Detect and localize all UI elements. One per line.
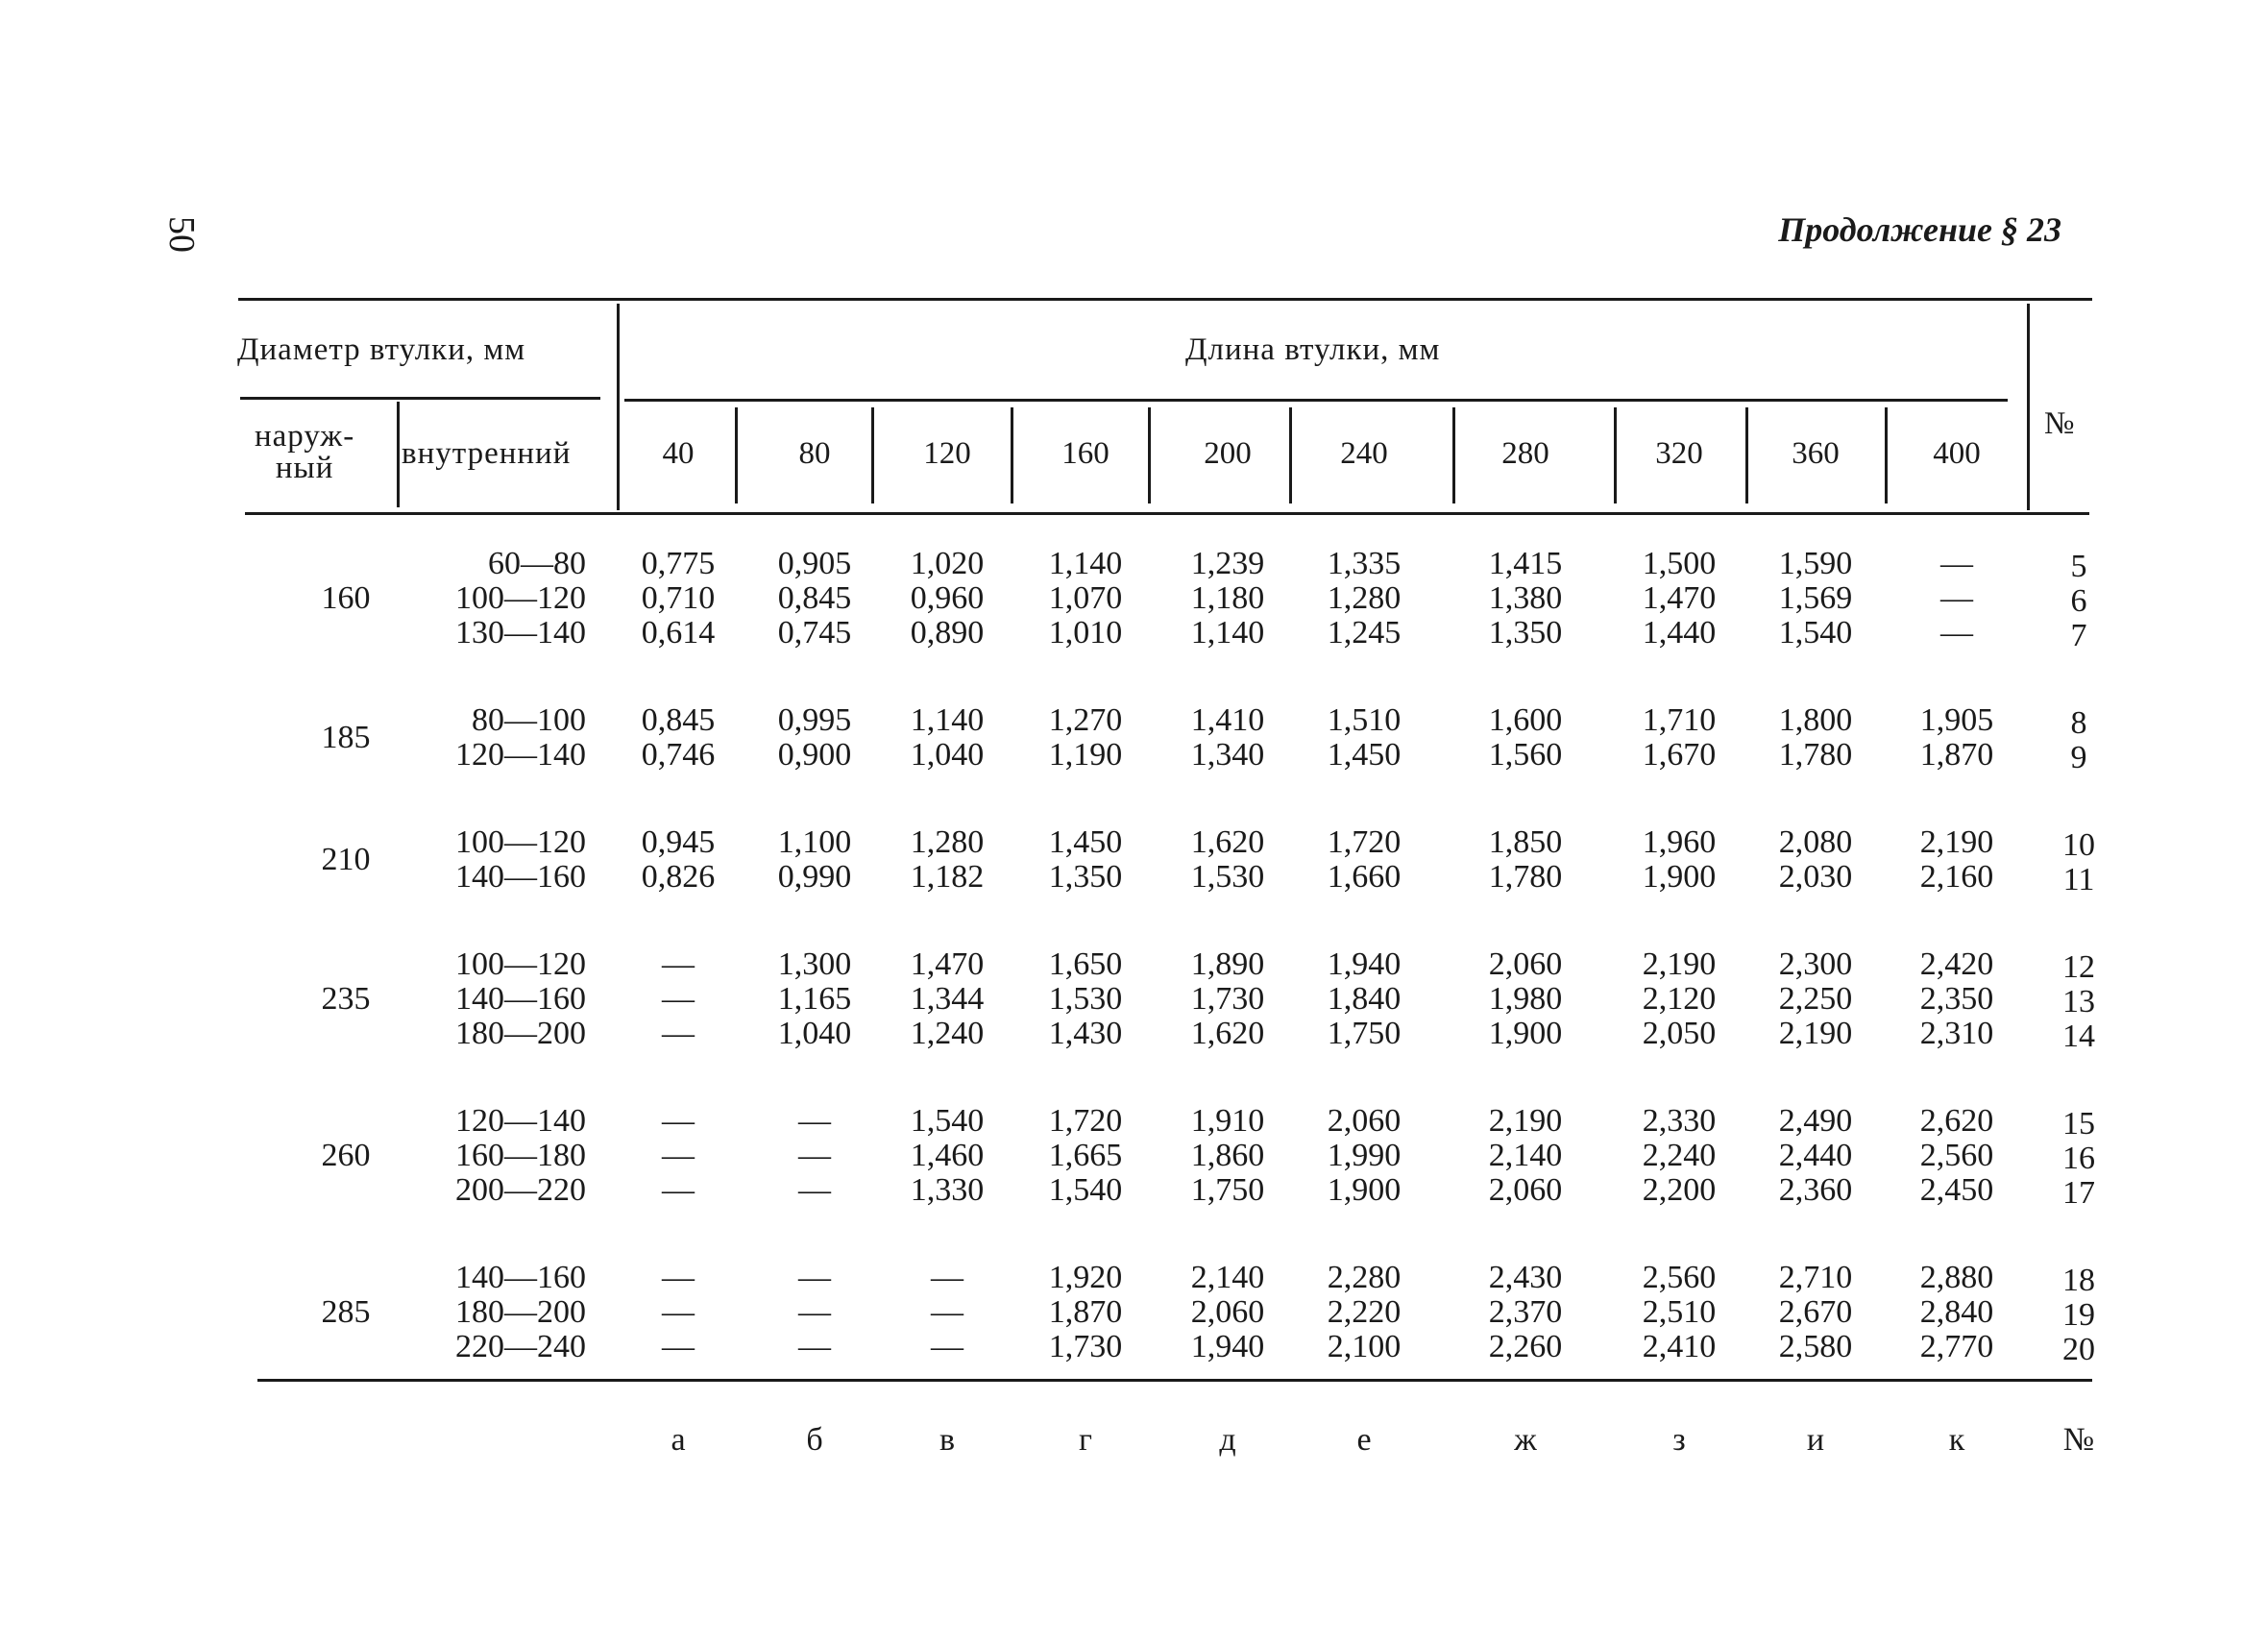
table-cell: 2,420 [1919, 946, 1994, 982]
table-cell: 1,540 [1778, 615, 1853, 651]
header-split-rule [240, 397, 600, 400]
length-column-header: 200 [1204, 436, 1252, 471]
inner-diameter: 100—120 [455, 824, 586, 860]
row-number: 16 [2062, 1141, 2095, 1176]
table-cell: 1,890 [1190, 946, 1265, 982]
table-cell: 2,060 [1190, 1294, 1265, 1330]
table-cell: 1,450 [1048, 824, 1123, 860]
table-cell: 1,182 [910, 859, 985, 895]
table-cell: 1,650 [1048, 946, 1123, 982]
table-cell: 1,670 [1642, 737, 1717, 773]
table-cell: — [662, 1103, 695, 1139]
table-cell: 2,710 [1778, 1260, 1853, 1295]
column-rule [1148, 407, 1151, 503]
table-cell: 1,620 [1190, 1016, 1265, 1051]
table-cell: 2,060 [1327, 1103, 1402, 1139]
table-cell: 2,240 [1642, 1138, 1717, 1173]
table-cell: 1,530 [1048, 981, 1123, 1017]
table-cell: — [798, 1329, 831, 1364]
length-column-header: 120 [923, 436, 971, 471]
column-rule [1885, 407, 1888, 503]
inner-diameter: 180—200 [455, 1294, 586, 1330]
column-letter: г [1079, 1422, 1092, 1458]
table-cell: — [798, 1294, 831, 1330]
table-cell: 1,415 [1488, 546, 1563, 581]
table-cell: 1,569 [1778, 580, 1853, 616]
row-number: 18 [2062, 1263, 2095, 1298]
table-cell: 1,905 [1919, 702, 1994, 738]
table-cell: 1,870 [1919, 737, 1994, 773]
top-rule [238, 298, 2092, 301]
row-number: 6 [2070, 583, 2087, 619]
inner-diameter: 120—140 [455, 737, 586, 773]
vertical-rule [397, 402, 400, 507]
length-column-header: 160 [1061, 436, 1110, 471]
table-cell: 1,720 [1048, 1103, 1123, 1139]
table-cell: 2,140 [1190, 1260, 1265, 1295]
length-column-header: 400 [1933, 436, 1981, 471]
table-cell: 2,250 [1778, 981, 1853, 1017]
table-cell: 1,780 [1488, 859, 1563, 895]
table-cell: 1,860 [1190, 1138, 1265, 1173]
table-cell: — [662, 981, 695, 1017]
table-cell: 2,410 [1642, 1329, 1717, 1364]
table-cell: 0,745 [777, 615, 852, 651]
table-cell: 1,710 [1642, 702, 1717, 738]
column-letter: ж [1514, 1422, 1537, 1458]
table-cell: 1,335 [1327, 546, 1402, 581]
table-cell: 1,920 [1048, 1260, 1123, 1295]
table-cell: 2,450 [1919, 1172, 1994, 1208]
table-cell: 1,470 [910, 946, 985, 982]
column-rule [1614, 407, 1617, 503]
row-number: 14 [2062, 1019, 2095, 1054]
table-cell: 1,040 [777, 1016, 852, 1051]
row-number: 19 [2062, 1297, 2095, 1333]
table-cell: 0,905 [777, 546, 852, 581]
page-number: 50 [161, 216, 202, 253]
row-number: 8 [2070, 705, 2087, 741]
inner-diameter: 130—140 [455, 615, 586, 651]
table-cell: — [662, 1138, 695, 1173]
table-cell: 2,560 [1642, 1260, 1717, 1295]
table-cell: 1,960 [1642, 824, 1717, 860]
inner-diameter: 220—240 [455, 1329, 586, 1364]
length-column-header: 360 [1792, 436, 1840, 471]
table-cell: 0,710 [641, 580, 716, 616]
table-cell: 1,165 [777, 981, 852, 1017]
table-cell: 2,080 [1778, 824, 1853, 860]
table-cell: — [662, 1329, 695, 1364]
table-cell: — [1940, 615, 1973, 651]
table-cell: 0,614 [641, 615, 716, 651]
table-cell: 1,870 [1048, 1294, 1123, 1330]
table-cell: 2,220 [1327, 1294, 1402, 1330]
table-cell: 2,060 [1488, 946, 1563, 982]
footer-number: № [2062, 1422, 2095, 1458]
table-cell: 2,160 [1919, 859, 1994, 895]
inner-diameter: 60—80 [488, 546, 586, 581]
table-cell: 2,300 [1778, 946, 1853, 982]
table-cell: 2,840 [1919, 1294, 1994, 1330]
table-cell: 1,190 [1048, 737, 1123, 773]
table-cell: 1,040 [910, 737, 985, 773]
column-letter: и [1806, 1422, 1825, 1458]
table-cell: 1,280 [910, 824, 985, 860]
table-cell: 1,850 [1488, 824, 1563, 860]
table-cell: 2,430 [1488, 1260, 1563, 1295]
table-cell: 2,190 [1778, 1016, 1853, 1051]
table-cell: 1,530 [1190, 859, 1265, 895]
table-cell: 1,665 [1048, 1138, 1123, 1173]
row-number: 20 [2062, 1332, 2095, 1367]
header-length: Длина втулки, мм [1185, 332, 1441, 367]
table-cell: 1,100 [777, 824, 852, 860]
table-cell: 1,020 [910, 546, 985, 581]
table-cell: 0,826 [641, 859, 716, 895]
vertical-rule [2027, 304, 2030, 510]
column-letter: б [806, 1422, 823, 1458]
table-cell: 1,780 [1778, 737, 1853, 773]
table-cell: 2,360 [1778, 1172, 1853, 1208]
table-cell: 1,600 [1488, 702, 1563, 738]
table-cell: 0,900 [777, 737, 852, 773]
table-cell: 2,190 [1488, 1103, 1563, 1139]
length-column-header: 280 [1501, 436, 1549, 471]
table-cell: 2,580 [1778, 1329, 1853, 1364]
table-cell: 1,450 [1327, 737, 1402, 773]
header-inner: внутренний [402, 436, 572, 471]
outer-diameter: 160 [321, 580, 371, 616]
table-cell: 2,310 [1919, 1016, 1994, 1051]
row-number: 13 [2062, 984, 2095, 1019]
column-letter: з [1672, 1422, 1686, 1458]
table-cell: 1,330 [910, 1172, 985, 1208]
table-cell: 1,730 [1190, 981, 1265, 1017]
table-cell: — [931, 1294, 963, 1330]
table-cell: 1,900 [1327, 1172, 1402, 1208]
table-cell: — [798, 1172, 831, 1208]
inner-diameter: 160—180 [455, 1138, 586, 1173]
table-cell: 1,280 [1327, 580, 1402, 616]
table-cell: 1,980 [1488, 981, 1563, 1017]
row-number: 11 [2062, 862, 2095, 897]
table-cell: 1,940 [1327, 946, 1402, 982]
table-cell: 2,370 [1488, 1294, 1563, 1330]
table-cell: 1,500 [1642, 546, 1717, 581]
table-cell: — [662, 1016, 695, 1051]
table-cell: 2,060 [1488, 1172, 1563, 1208]
table-cell: — [662, 1294, 695, 1330]
table-cell: — [931, 1329, 963, 1364]
table-cell: 1,070 [1048, 580, 1123, 616]
table-cell: 1,940 [1190, 1329, 1265, 1364]
table-cell: 1,660 [1327, 859, 1402, 895]
table-cell: 1,900 [1642, 859, 1717, 895]
table-cell: 2,100 [1327, 1329, 1402, 1364]
row-number: 7 [2070, 618, 2087, 653]
table-cell: 1,590 [1778, 546, 1853, 581]
column-letter: е [1356, 1422, 1372, 1458]
table-cell: 2,330 [1642, 1103, 1717, 1139]
inner-diameter: 200—220 [455, 1172, 586, 1208]
table-cell: 1,900 [1488, 1016, 1563, 1051]
table-cell: 1,410 [1190, 702, 1265, 738]
outer-diameter: 260 [321, 1138, 371, 1173]
table-cell: 1,340 [1190, 737, 1265, 773]
table-cell: 0,775 [641, 546, 716, 581]
inner-diameter: 100—120 [455, 946, 586, 982]
table-cell: 1,350 [1488, 615, 1563, 651]
table-cell: 1,750 [1327, 1016, 1402, 1051]
vertical-rule [617, 304, 620, 510]
table-cell: 0,960 [910, 580, 985, 616]
table-cell: 1,440 [1642, 615, 1717, 651]
table-cell: 1,430 [1048, 1016, 1123, 1051]
table-cell: 2,770 [1919, 1329, 1994, 1364]
inner-diameter: 80—100 [472, 702, 586, 738]
table-cell: 1,720 [1327, 824, 1402, 860]
table-cell: 1,990 [1327, 1138, 1402, 1173]
table-cell: 0,990 [777, 859, 852, 895]
table-cell: 1,180 [1190, 580, 1265, 616]
table-cell: 1,910 [1190, 1103, 1265, 1139]
header-diameter: Диаметр втулки, мм [237, 332, 526, 367]
table-cell: 1,350 [1048, 859, 1123, 895]
column-rule [1745, 407, 1748, 503]
table-cell: — [662, 1260, 695, 1295]
header-outer: наруж- ный [255, 419, 355, 485]
row-number: 5 [2070, 549, 2087, 584]
table-cell: 2,190 [1642, 946, 1717, 982]
table-cell: 0,995 [777, 702, 852, 738]
row-number: 10 [2062, 827, 2095, 863]
table-cell: 1,840 [1327, 981, 1402, 1017]
table-cell: 1,750 [1190, 1172, 1265, 1208]
continuation-title: Продолжение § 23 [1778, 210, 2061, 249]
column-rule [1452, 407, 1455, 503]
header-split-rule [624, 399, 2008, 402]
inner-diameter: 140—160 [455, 1260, 586, 1295]
outer-diameter: 210 [321, 842, 371, 877]
outer-diameter: 185 [321, 720, 371, 755]
table-cell: 1,460 [910, 1138, 985, 1173]
table-cell: — [662, 946, 695, 982]
length-column-header: 240 [1340, 436, 1388, 471]
table-cell: — [798, 1260, 831, 1295]
table-cell: 1,140 [1048, 546, 1123, 581]
inner-diameter: 180—200 [455, 1016, 586, 1051]
column-rule [1011, 407, 1013, 503]
table-cell: 0,890 [910, 615, 985, 651]
table-cell: 0,845 [641, 702, 716, 738]
column-letter: д [1219, 1422, 1236, 1458]
table-cell: 2,140 [1488, 1138, 1563, 1173]
table-cell: 2,490 [1778, 1103, 1853, 1139]
table-cell: 2,880 [1919, 1260, 1994, 1295]
row-number: 9 [2070, 740, 2087, 775]
table-cell: 2,280 [1327, 1260, 1402, 1295]
inner-diameter: 100—120 [455, 580, 586, 616]
table-cell: 1,344 [910, 981, 985, 1017]
table-cell: 2,510 [1642, 1294, 1717, 1330]
table-cell: — [1940, 546, 1973, 581]
table-cell: 1,010 [1048, 615, 1123, 651]
table-cell: 1,540 [1048, 1172, 1123, 1208]
table-cell: 1,300 [777, 946, 852, 982]
body-bottom-rule [257, 1379, 2092, 1382]
table-cell: 1,239 [1190, 546, 1265, 581]
table-cell: 2,670 [1778, 1294, 1853, 1330]
inner-diameter: 140—160 [455, 981, 586, 1017]
table-cell: 1,800 [1778, 702, 1853, 738]
table-cell: 2,560 [1919, 1138, 1994, 1173]
table-cell: 2,120 [1642, 981, 1717, 1017]
table-cell: 1,140 [910, 702, 985, 738]
table-cell: 0,746 [641, 737, 716, 773]
inner-diameter: 120—140 [455, 1103, 586, 1139]
table-cell: 2,350 [1919, 981, 1994, 1017]
row-number: 15 [2062, 1106, 2095, 1142]
table-cell: 1,560 [1488, 737, 1563, 773]
outer-diameter: 285 [321, 1294, 371, 1330]
table-cell: 1,380 [1488, 580, 1563, 616]
table-cell: — [931, 1260, 963, 1295]
length-column-header: 40 [662, 436, 695, 471]
table-cell: 1,140 [1190, 615, 1265, 651]
row-number: 17 [2062, 1175, 2095, 1211]
table-cell: 1,270 [1048, 702, 1123, 738]
column-letter: в [939, 1422, 956, 1458]
header-bottom-rule [245, 512, 2089, 515]
table-cell: — [798, 1138, 831, 1173]
table-cell: 1,540 [910, 1103, 985, 1139]
table-cell: 1,240 [910, 1016, 985, 1051]
table-cell: — [1940, 580, 1973, 616]
table-cell: 2,190 [1919, 824, 1994, 860]
column-rule [1289, 407, 1292, 503]
column-letter: а [671, 1422, 686, 1458]
length-column-header: 320 [1655, 436, 1703, 471]
table-cell: 2,440 [1778, 1138, 1853, 1173]
table-cell: 1,620 [1190, 824, 1265, 860]
row-number: 12 [2062, 949, 2095, 985]
length-column-header: 80 [798, 436, 831, 471]
table-cell: 1,730 [1048, 1329, 1123, 1364]
table-cell: — [798, 1103, 831, 1139]
table-cell: 1,245 [1327, 615, 1402, 651]
table-cell: 2,260 [1488, 1329, 1563, 1364]
table-cell: 1,470 [1642, 580, 1717, 616]
header-number: № [2044, 406, 2076, 441]
table-cell: 2,050 [1642, 1016, 1717, 1051]
table-cell: 2,030 [1778, 859, 1853, 895]
table-cell: 0,845 [777, 580, 852, 616]
table-cell: 2,200 [1642, 1172, 1717, 1208]
column-letter: к [1948, 1422, 1965, 1458]
table-cell: 0,945 [641, 824, 716, 860]
table-cell: — [662, 1172, 695, 1208]
outer-diameter: 235 [321, 981, 371, 1017]
table-cell: 1,510 [1327, 702, 1402, 738]
inner-diameter: 140—160 [455, 859, 586, 895]
table-cell: 2,620 [1919, 1103, 1994, 1139]
